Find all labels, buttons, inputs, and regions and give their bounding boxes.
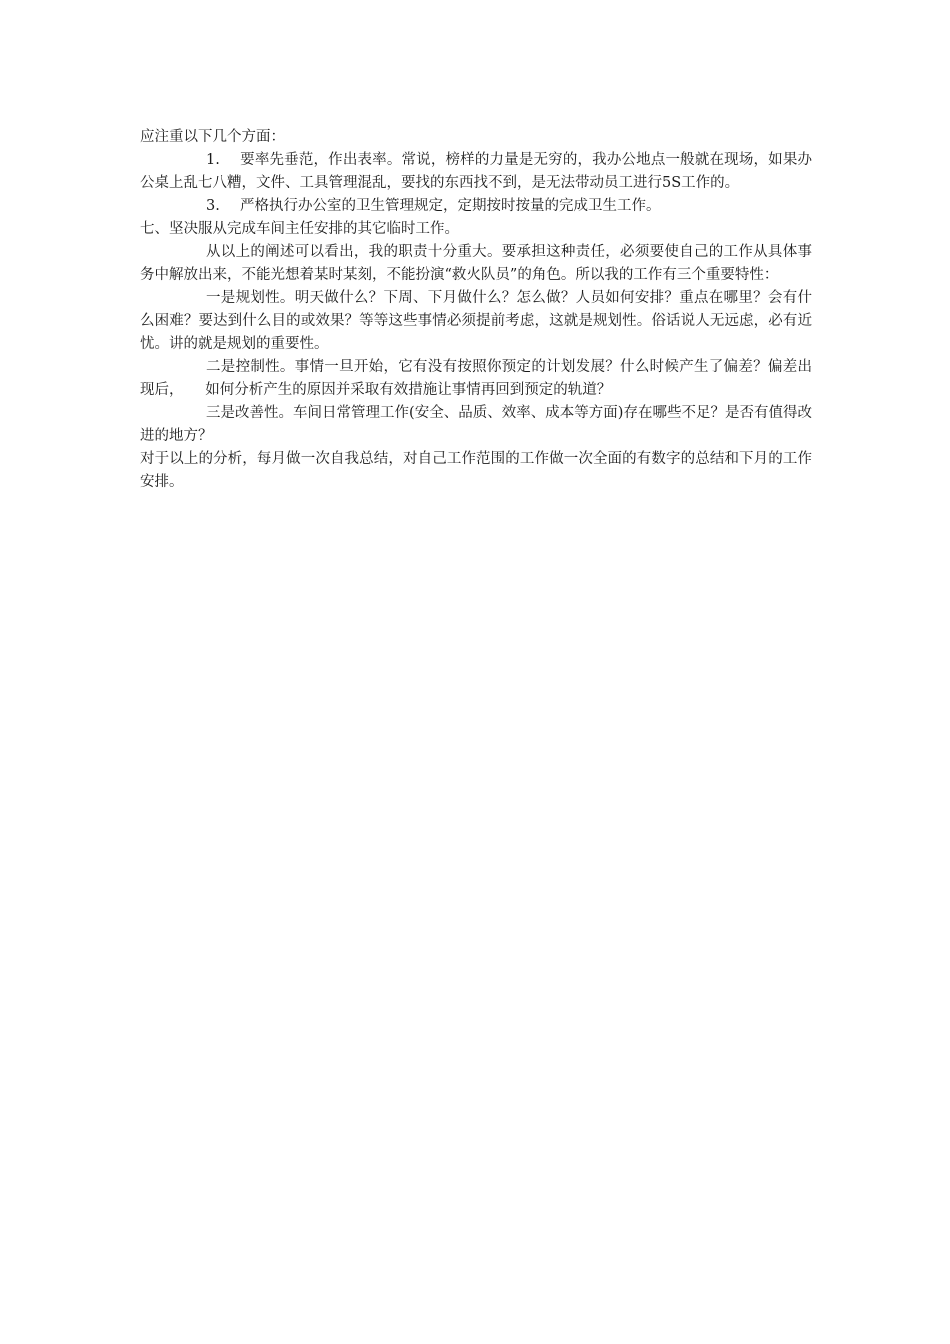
section-heading-7: 七、坚决服从完成车间主任安排的其它临时工作。 xyxy=(140,221,459,237)
closing-paragraph: 对于以上的分析，每月做一次自我总结，对自己工作范围的工作做一次全面的有数字的总结和下月的工作安排。 xyxy=(140,451,812,490)
list-item-3 xyxy=(140,195,812,218)
intro-line: 应注重以下几个方面： xyxy=(140,129,285,145)
document-body xyxy=(140,126,812,494)
paragraph-planning: 一是规划性。明天做什么？下周、下月做什么？怎么做？人员如何安排？重点在哪里？会有什么困难？要达到什么目的或效果？等等这些事情必须提前考虑，这就是规划性。俗话说人无远虑，必有近忧。讲的就是规划的重要性。 xyxy=(140,290,812,352)
list-item-3-number: 3. xyxy=(206,198,220,214)
list-item-3-text: 严格执行办公室的卫生管理规定，定期按时按量的完成卫生工作。 xyxy=(240,198,661,214)
paragraph-control: 二是控制性。事情一旦开始，它有没有按照你预定的计划发展？什么时候产生了偏差？偏差出现后， 如何分析产生的原因并采取有效措施让事情再回到预定的轨道？ xyxy=(140,359,812,398)
paragraph-improvement: 三是改善性。车间日常管理工作(安全、品质、效率、成本等方面)存在哪些不足？是否有值得改进的地方？ xyxy=(140,405,812,444)
list-item-1-text: 要率先垂范，作出表率。常说，榜样的力量是无穷的，我办公地点一般就在现场，如果办公桌上乱七八糟，文件、工具管理混乱，要找的东西找不到，是无法带动员工进行5S工作的。 xyxy=(140,152,812,191)
list-item-1 xyxy=(140,149,812,195)
paragraph-summary: 从以上的阐述可以看出，我的职责十分重大。要承担这种责任，必须要使自己的工作从具体事务中解放出来，不能光想着某时某刻，不能扮演“救火队员”的角色。所以我的工作有三个重要特性： xyxy=(140,244,812,283)
list-item-1-number: 1. xyxy=(206,152,220,168)
